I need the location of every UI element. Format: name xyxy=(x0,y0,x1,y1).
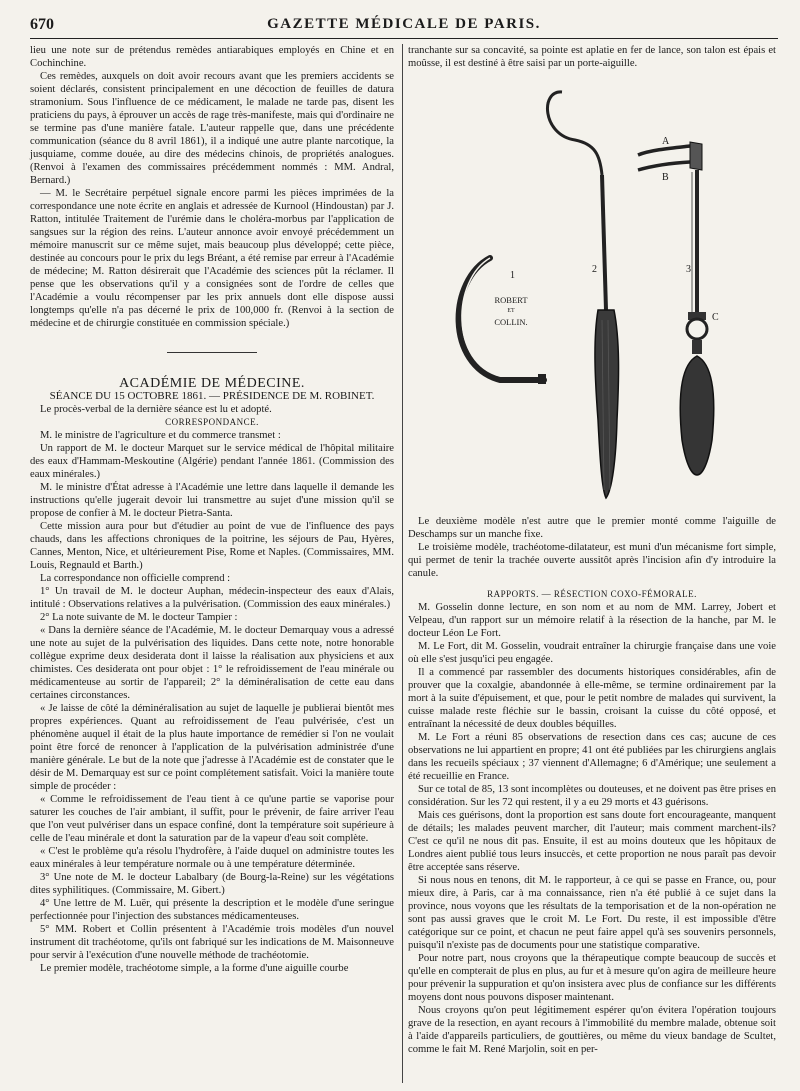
paragraph: M. Le Fort, dit M. Gosselin, voudrait entraîner la chirurgie française dans une voie où elle s'est jusqu'ici peu engagée. xyxy=(408,641,776,665)
paragraph: Mais ces guérisons, dont la proportion est sans doute fort encourageante, manquent de détails; les malades peuvent marcher, dit l'auteur; mais comment marchent-ils? C'est ce qu'il ne nous dit pas. Ensuite, il est au moins douteux que les hôpitaux de Londres aient publié tous leurs insuccès, et cette proportion ne nous paraît pas devoir être acceptée sans réserve. xyxy=(408,810,776,873)
page-header xyxy=(30,14,778,39)
paragraph: 2° La note suivante de M. le docteur Tampier : xyxy=(40,612,238,623)
paragraph: tranchante sur sa concavité, sa pointe est aplatie en fer de lance, son talon est épais et moûsse, il est destiné à être saisi par un porte-aiguille. xyxy=(408,45,776,69)
maker-name: COLLIN. xyxy=(494,317,528,327)
paragraph: Un rapport de M. le docteur Marquet sur le service médical de l'hôpital militaire des eaux d'Hammam-Meskoutine (Algérie) pendant l'année 1861. (Commission des eaux minérales.) xyxy=(30,443,394,480)
paragraph: « Dans la dernière séance de l'Académie, M. le docteur Demarquay vous a adressé une note au sujet de la pulvérisation des liquides. Dans cette note, notre honorable collègue exprime deux desiderata dont il laisse la réalisation aux physiciens et aux chimistes. Ces desiderata ont pour objet : 1° le refroidissement de l'eau minérale ou médicamenteuse au sortir de l'appareil; 2° la déminéralisation de cette eau dans certaines circonstances. xyxy=(30,625,394,701)
paragraph: « Comme le refroidissement de l'eau tient à ce qu'une partie se vaporise pour saturer les couches de l'air ambiant, il suffit, pour le prévenir, de faire arriver l'eau que l'on veut pulvériser dans un espace confiné, dont la température soit supérieure à celle de l'eau minérale et dont la saturation par de la vapeur d'eau soit complète. xyxy=(30,794,394,844)
needle-shaft-icon xyxy=(602,175,606,310)
wooden-handle-icon xyxy=(595,310,619,498)
figure-label-c: C xyxy=(712,312,719,323)
paragraph: M. le ministre d'État adresse à l'Académie une lettre dans laquelle il demande les instructions qu'elle jugerait devoir lui transmettre au sujet d'une mission qu'il se propose de confier à M. le docteur Pietra-Santa. xyxy=(30,482,394,519)
paragraph: La correspondance non officielle comprend : xyxy=(40,573,231,584)
figure-label-a: A xyxy=(662,136,670,147)
paragraph: 1° Un travail de M. le docteur Auphan, médecin-inspecteur des eaux d'Alais, intitulé : Observations relatives a la pulvérisation. (Commission des eaux minérales.) xyxy=(30,586,394,610)
figure-label-3: 3 xyxy=(686,264,691,275)
figure-label-1: 1 xyxy=(510,270,515,281)
subsection-heading: CORRESPONDANCE. xyxy=(165,417,259,427)
left-column xyxy=(30,44,394,975)
paragraph: 5° MM. Robert et Collin présentent à l'Académie trois modèles d'un nouvel instrument dit trachéotome, qu'ils ont fabriqué sur les indications de M. Maisonneuve pour servir à l'exécution d'une nouvelle méthode de trachéotomie. xyxy=(30,924,394,961)
paragraph: M. Gosselin donne lecture, en son nom et au nom de MM. Larrey, Jobert et Velpeau, d'un rapport sur un mémoire relatif à la résection de la hanche, par M. le docteur Léon Le Fort. xyxy=(408,602,776,639)
paragraph: Sur ce total de 85, 13 sont incomplètes ou douteuses, et ne doivent pas être prises en considération. Sur les 72 qui restent, il y a eu 29 morts et 43 guérisons. xyxy=(408,784,776,808)
dilator-handle-icon xyxy=(680,356,714,475)
paragraph: Nous croyons qu'on peut légitimement espérer qu'on évitera l'opération toujours grave de la resection, en ayant recours à l'immobilité du membre malade, obtenue soit à l'aide d'appareils particuliers, de gouttières, ou même du vieux bandage de Scultet, comme le fait M. René Marjolin, soit en per- xyxy=(408,1005,776,1055)
maker-mark xyxy=(484,295,538,328)
maker-name: ROBERT xyxy=(494,295,528,305)
figure-label-b: B xyxy=(662,172,669,183)
right-column-top xyxy=(408,44,776,70)
paragraph: Il a commencé par rassembler des documents historiques considérables, afin de prouver que la coxalgie, abandonnée à elle-même, se termine ordinairement par la mort à la suite d'épuisement, et que, pour le petit nombre de malades qui survivent, la cuisse malade reste fléchie sur le bassin, croisant la cuisse du côté opposé, et entraînant la nécessité de deux doubles béquilles. xyxy=(408,667,776,730)
dilator-branches-icon xyxy=(638,146,690,170)
instrument-figure xyxy=(410,80,776,510)
right-column-bottom xyxy=(408,515,776,1056)
tracheotome-illustration xyxy=(410,80,776,510)
paragraph: Ces remèdes, auxquels on doit avoir recours avant que les premiers accidents se soient déclarés, consistent principalement en une décoction de feuilles de datura stramonium. Sous l'influence de ce médicament, le malade ne tarde pas, disent les praticiens du pays, à éprouver un accès de rage très-manifeste, mais qui d'ordinaire ne se termine pas d'une manière fatale. L'auteur rappelle que, dans une précédente communication (séance du 8 avril 1861), il a indiqué une autre plante narcotique, la jusquiame, comme douée, au dire des médecins chinois, de propriétés analogues. (Renvoi à l'examen des commissaires précédemment nommés : MM. Andral, Bernard.) xyxy=(30,71,395,186)
session-heading: SÉANCE DU 15 OCTOBRE 1861. — PRÉSIDENCE DE M. ROBINET. xyxy=(49,390,375,402)
paragraph: lieu une note sur de prétendus remèdes antiarabiques employés en Chine et en Cochinchine. xyxy=(30,45,394,69)
paragraph: 4° Une lettre de M. Luër, qui présente la description et le modèle d'une seringue perfectionnée pour l'injection des substances médicamenteuses. xyxy=(30,898,394,922)
subsection-heading: RAPPORTS. — RÉSECTION COXO-FÉMORALE. xyxy=(487,589,697,599)
paragraph: « C'est le problème qu'a résolu l'hydrofère, à l'aide duquel on administre toutes les eaux minérales à leur température normale ou à une température déterminée. xyxy=(30,846,394,870)
maker-conjunction: ET xyxy=(507,308,515,314)
journal-title: GAZETTE MÉDICALE DE PARIS. xyxy=(267,16,541,32)
section-separator xyxy=(167,352,257,353)
figure-label-2: 2 xyxy=(592,264,597,275)
paragraph: « Je laisse de côté la déminéralisation au sujet de laquelle je publierai bientôt mes propres expériences. Quant au refroidissement de l'eau pulvérisée, c'est un phénomène auquel il était de la plus haute importance de remédier si l'on ne voulait point être forcé de renoncer à l'application de la pulvérisation administrée d'une manière générale. Le but de la note que j'adresse à l'Académie est de constater que le désir de M. Demarquay est sur ce point complétement satisfait. Voici la manière toute simple de procéder : xyxy=(30,703,394,792)
paragraph: Si nous nous en tenons, dit M. le rapporteur, à ce qui se passe en France, ou, pour mieux dire, à Paris, car à ma connaissance, rien n'a été publié à ce sujet dans la province, nous voyons que les résultats de la temporisation et de la non-opération ne sont pas aussi graves que le croit M. Le Fort. Du reste, il est impossible d'être catégorique sur ce point, et chacun ne peut faire appel qu'à ses souvenirs personnels, puisqu'il n'existe pas de documents pour une statistique comparative. xyxy=(408,875,776,951)
paragraph: Le procès-verbal de la dernière séance est lu et adopté. xyxy=(40,404,272,415)
paragraph: 3° Une note de M. le docteur Labalbary (de Bourg-la-Reine) sur les végétations dites syphilitiques. (Commissaire, M. Gibert.) xyxy=(30,872,394,896)
paragraph: Le troisième modèle, trachéotome-dilatateur, est muni d'un mécanisme fort simple, qui permet de tenir la trachée ouverte aussitôt après l'incision afin d'y introduire la canule. xyxy=(408,542,776,579)
dilator-ring-icon xyxy=(687,319,707,339)
paragraph: Cette mission aura pour but d'étudier au point de vue de l'influence des pays chauds, dans les affections chroniques de la poitrine, les séjours de Pau, Hyères, Cannes, Menton, Nice, et ultérieurement Pise, Rome et Naples. (Commissaires, MM. Louis, Regnauld et Barth.) xyxy=(30,521,394,571)
column-divider xyxy=(402,44,403,1083)
paragraph: M. Le Fort a réuni 85 observations de resection dans ces cas; aucune de ces observations ne lui appartient en propre; 41 ont été publiées par les chirurgiens anglais dans les recueils spéciaux ; 37 viennent d'Allemagne; 6 d'Amérique; une seulement a été recueillie en France. xyxy=(408,732,776,782)
paragraph: Le premier modèle, trachéotome simple, a la forme d'une aiguille courbe xyxy=(40,963,349,974)
section-heading: ACADÉMIE DE MÉDECINE. xyxy=(119,376,305,391)
paragraph: Pour notre part, nous croyons que la thérapeutique compte beaucoup de succès et qu'elle en compterait de plus en plus, au fur et à mesure qu'on agira de meilleure heure pour prévenir la suppuration et qu'on insistera avec plus de confiance sur les différents moyens dont nous pouvons disposer maintenant. xyxy=(408,953,776,1003)
paragraph: Le deuxième modèle n'est autre que le premier monté comme l'aiguille de Deschamps sur un manche fixe. xyxy=(408,516,776,540)
paragraph: M. le ministre de l'agriculture et du commerce transmet : xyxy=(40,430,281,441)
paragraph: — M. le Secrétaire perpétuel signale encore parmi les pièces imprimées de la correspondance une note écrite en anglais et adressée de Kurnool (Hindoustan) par J. Ratton, intitulée Traitement de l'urémie dans le choléra-morbus par l'application de sangsues sur la région des reins. L'auteur annonce avoir envoyé précédemment un mémoire manuscrit sur ce même sujet, mais beaucoup plus développé; cette pièce, destinée au concours pour le prix du legs Bréant, a été remise par erreur à l'Académie de médecine; M. Ratton désirerait que l'Académie des sciences pût la réclamer. Il pense que les observations qu'il y a consignées sont de l'ordre de celles que l'Académie a voulu récompenser par les prix annuels dont elle dispose aussi longtemps qu'elle n'a pas décerné le prix de 100,000 fr. (Renvoi à la section de médecine et de chirurgie constituée en commission spéciale.) xyxy=(30,188,394,329)
page-number: 670 xyxy=(30,16,54,33)
